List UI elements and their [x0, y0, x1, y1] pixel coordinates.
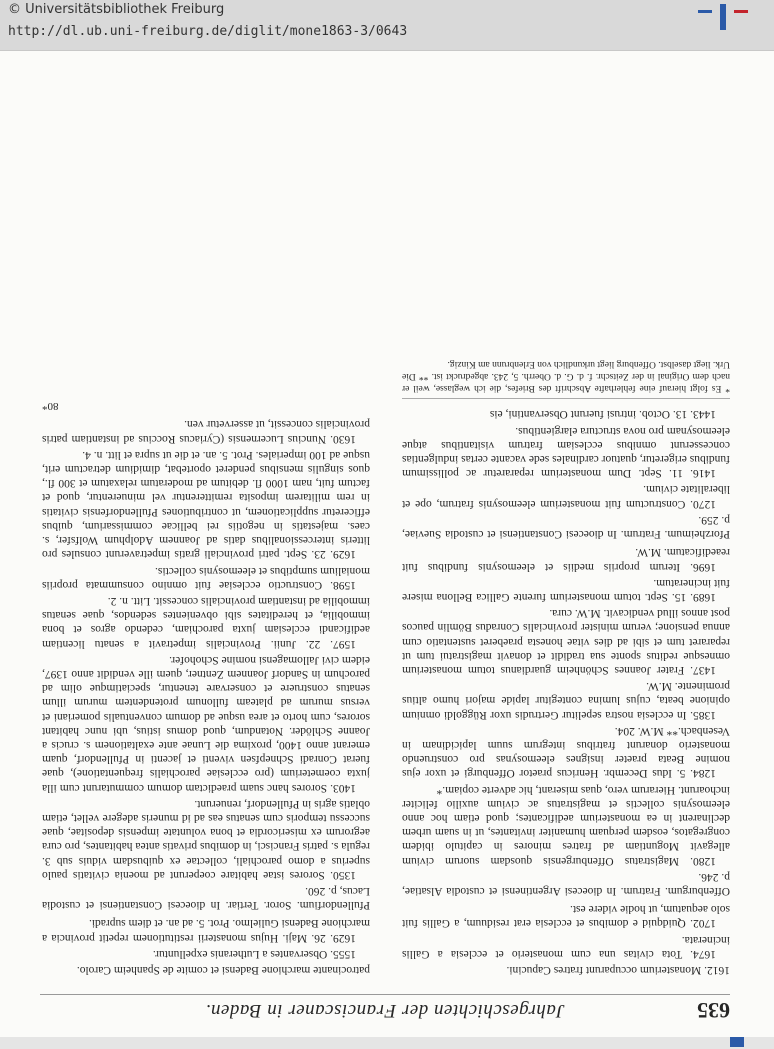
paragraph: 1702. Quidquid e domibus et ecclesia erat residuum, a Gallis fuit solo aequatum, ut hodie videre est.: [402, 903, 730, 930]
paragraph: 1598. Constructio ecclesiae fuit omnino consummata propriis monialium sumptibus et eleemosynis collectis.: [42, 564, 370, 591]
paragraph: 1555. Observantes a Lutheranis expelluntur.: [152, 947, 356, 960]
viewer-banner: [0, 0, 774, 51]
paragraph: 1674. Tota civitas una cum monasterio et ecclesia a Gallis incinerata.: [402, 933, 730, 960]
paragraph: 1443. 13. Octob. intrusi fuerunt Observantini, eis: [489, 408, 716, 421]
paragraph: 1416. 11. Sept. Dum monasterium repararetur ac pollissimum fundibus erigeretur, quatuor cardinales sede vacante certas indulgentias concesserunt omnibus ecclesiam fratrum visitantibus atque eleemosynam pro nova structura elargientibus.: [402, 424, 730, 480]
paragraph: 1689. 15. Sept. totum monasterium furente Gallica Bellona misere fuit incineratum.: [402, 576, 730, 603]
paragraph: 1280. Magistratus Offenburgensis quosdam suorum civium allegavit Moguntiam ad fratres minores in capitulo ibidem congregatos, eosdem perquam humaniter invitantes, ut in suam urbem declinarent in ea monasterium aedificantes; quod etiam hoc anno eleemosynis collectis et magistratus ac civium auxilio feliciter inchoarunt. Hierarum vero, quas miserant, hic adverte copiam.*: [402, 783, 730, 867]
section-heading: Offenburgum. Fratrum. In dioecesi Argentinensi et custodia Alsatiae, p. 246.: [402, 870, 730, 897]
page-header: [40, 994, 730, 1025]
running-title: Jahrgeschichten der Franciscaner in Baden.: [205, 1000, 565, 1021]
signature-mark: 80*: [42, 400, 59, 413]
scanned-page: [40, 120, 730, 1025]
section-heading: Pforzheimum. Fratrum. In dioecesi Constantiensi et custodia Sueviae, p. 259.: [402, 513, 730, 541]
paragraph: 1403. Sorores hanc suam praedictam domum commutarunt cum illa juxta coemeterium (pro ecclesiae parochialis frequentatione), quae fuerat Conradi Schnepfsen viventi et jacenti in Pfullendorf, quam emerant anno 1400, proxima die Lunae ante exaltationem s. crucis a Joanne Schlöder. Notandum, quod domus istius, ubi nunc habitant sorores, cum horto et area usque ad domum conventualis pomeriani et versus murum ad plateam fullonum protendentem murum illum senatus construere et conservare tenentur, speciatimque olim ad parochum in Sandorf Joannem Zentner, quem ille vendidit anno 1397, eidem civi Jallomagensi nomine Schohofer.: [42, 653, 370, 794]
paragraph: 1629. 26. Maji. Hujus monasterii restitutionem repetit provincia a marchione Badensi Gulielmo. Prot. 5. ad an. et diem supradi.: [42, 917, 370, 944]
footnote: * Es folgt hierauf eine fehlerhafte Abschrift des Briefes, die ich weglasse, weil er nach dem Original in der Zeitschr. f. d. G. d. Oberrh. 5, 243. abgedruckt ist. ** Die Urk. liegt daselbst. Offenburg liegt urkundlich von Erlenbrunn am Kinzig.: [402, 358, 730, 399]
page-number: 635: [697, 998, 730, 1023]
library-logo-icon: [698, 4, 748, 30]
section-heading: Pfullendorfium. Soror. Tertiar. In dioecesi Constantiensi et custodia Lacus, p. 260.: [42, 884, 370, 912]
permalink-url[interactable]: http://dl.ub.uni-freiburg.de/diglit/mone1863-3/0643: [8, 24, 408, 39]
logo-fragment-icon: [730, 1037, 744, 1047]
paragraph: 1350. Sorores istae habitare coeperunt ad moenia civitatis paulo superius a domo parochiali, collectae ex quibusdam viduis sub 3. regula s. patris Francisci, in domibus privatis antea habitantes, pro cura aegrorum ex misericordia et bona voluntate impensis depositae, quae successu temporis cum senatus eas ad id muneris adegere vellet, etiam oblatis agris in Pfullendorf, renuerunt.: [42, 797, 370, 881]
paragraph: 1385. In ecclesia nostra sepelitur Gertrudis uxor Rüggoldi omnium opinione beata, cujus lumina contegitur lapide majori humo altius prominente. M.W.: [402, 680, 730, 721]
copyright-notice: © Universitätsbibliothek Freiburg: [8, 2, 225, 17]
paragraph: 1696. Iterum propriis mediis et eleemosynis fundibus fuit reaedificatum. M.W.: [402, 546, 730, 573]
paragraph: 1629. 23. Sept. patri provinciali gratis impetraverunt consules pro litteris intercessionalibus datis ad Joannem Adolphum Wolfsfer, s. caes. majestatis in negotiis rei bellicae commissarium, quibus efficeretur supplicationem, ut contributiones Pfullendorfensis civitatis in rem militarem imposita remitterentur vel minuerentur, quod et factum fuit, nam 1000 fl. debitum ad moderatum relaxatum et 300 fl., quos singulis mensibus penderet oportebat, dimidium detractum erit, usque ad 100 imperiales. Prot. 5. an. et die ut supra et litt. n. 4.: [42, 448, 370, 561]
paragraph: 1270. Constructum fuit monasterium eleemosynis fratrum, ope et liberalitate civium.: [402, 483, 730, 510]
paragraph: 1630. Nuncius Lucernensis (Cyriacus Roccius ad instantiam patris provincialis concessit, ut asservetur ven.: [42, 418, 370, 445]
paragraph: 1284. 5. Idus Decembr. Henricus praetor Offenburgi et uxor ejus nomine Beata praeter insignes eleemosynas pro construendo monasterio donarunt fratribus integrum suum lapicidinam in Vesenbach.** M.W. 204.: [402, 724, 730, 780]
paragraph: 1597. 22. Junii. Provincialis impetravit a senatu licentiam aedificandi ecclesiam juxta parochiam, cedendo agros et bona immobilia, et hereditates sibi obvenientes sedendos, quae senatus immobilia ad instantiam provincialis concessit. Litt. n. 2.: [42, 594, 370, 650]
paragraph: 1437. Frater Joannes Schönheim guardianus totum monasterium omnesque reditus sponte sua tradidit et donavit magistratui tum ut repararet tum et sibi ad dies vitae honesta praeberet sustentatio cum annua pensione; verum minister provincialis Conradus Bömlin paucos post annos illud vendicavit. M.W. cura.: [402, 607, 730, 676]
bottom-toolbar: [0, 1037, 774, 1049]
paragraph: 1612. Monasterium occuparunt fratres Capucini.: [506, 964, 730, 976]
paragraph: patrocinante marchione Badensi et comite de Spanheim Carolo.: [76, 964, 370, 976]
left-column: [402, 131, 730, 981]
right-column: [42, 131, 370, 981]
